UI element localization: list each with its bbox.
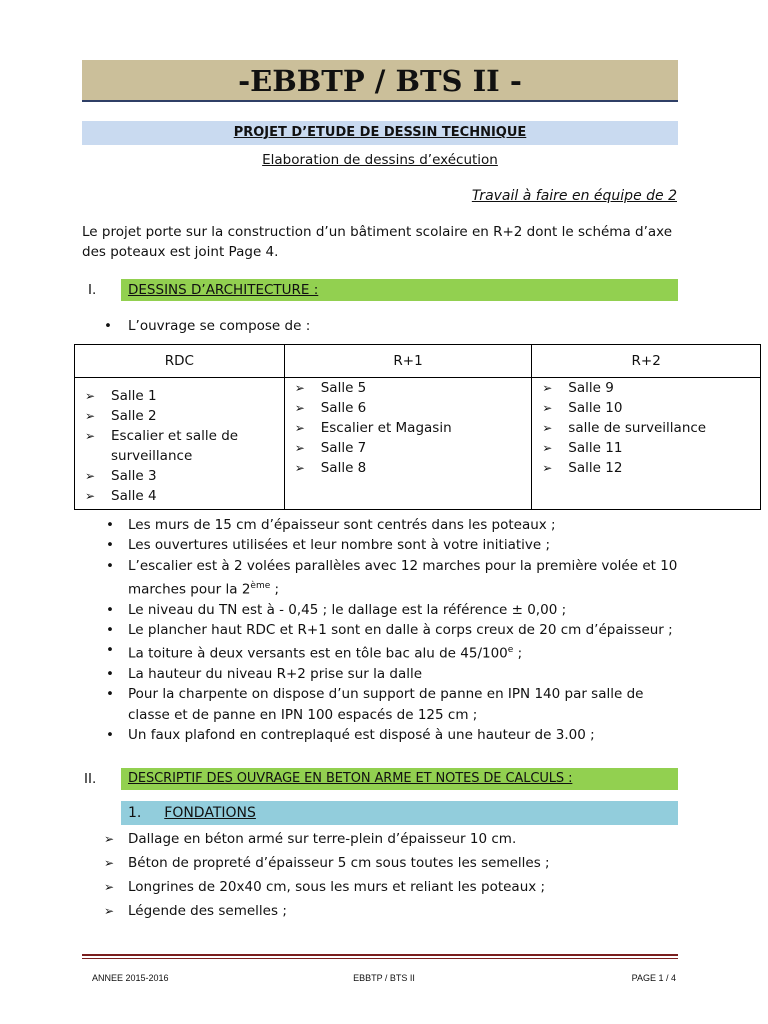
specifications-list	[100, 515, 680, 745]
bullet-icon: •	[106, 537, 114, 554]
footer-page-number: PAGE 1 / 4	[631, 973, 676, 983]
project-title: PROJET D’ETUDE DE DESSIN TECHNIQUE	[233, 125, 527, 140]
list-item: ➢ Salle 11	[542, 440, 623, 456]
arrow-bullet-icon: ➢	[104, 856, 115, 870]
arrow-bullet-icon: ➢	[85, 469, 96, 483]
arrow-bullet-icon: ➢	[294, 421, 305, 435]
table-header-row	[75, 345, 761, 378]
subtitle: Elaboration de dessins d’exécution	[262, 152, 498, 168]
arrow-bullet-icon: ➢	[85, 389, 96, 403]
footer-year: ANNEE 2015-2016	[92, 973, 169, 983]
footer-divider	[82, 954, 678, 956]
table-header-cell: RDC	[75, 345, 285, 378]
arrow-bullet-icon: ➢	[542, 421, 553, 435]
list-item: ➢ Salle 3	[85, 468, 157, 484]
section-1-number: I.	[88, 282, 97, 298]
subsection-1-title: FONDATIONS	[164, 805, 256, 821]
footer-divider	[82, 958, 678, 959]
bullet-icon: •	[106, 601, 114, 618]
list-item: • L’escalier est à 2 volées parallèles avec 12 marches pour la première volée et 10 marches pour la 2ème ;	[106, 557, 678, 598]
list-item: ➢ Salle 6	[294, 400, 367, 416]
arrow-bullet-icon: ➢	[104, 832, 115, 846]
list-item: ➢ Dallage en béton armé sur terre-plein d’épaisseur 10 cm.	[104, 827, 684, 851]
list-item: • Les ouvertures utilisées et leur nombre sont à votre initiative ;	[100, 535, 680, 555]
arrow-bullet-icon: ➢	[542, 461, 553, 475]
composition-intro-text: L’ouvrage se compose de :	[128, 318, 311, 334]
section-2-title: DESCRIPTIF DES OUVRAGE EN BETON ARME ET NOTES DE CALCULS :	[128, 771, 573, 786]
project-title-bar	[82, 121, 678, 145]
arrow-bullet-icon: ➢	[104, 904, 115, 918]
arrow-bullet-icon: ➢	[542, 401, 553, 415]
subsection-1-heading	[121, 801, 678, 825]
subsection-1-number: 1.	[128, 805, 142, 821]
footer-title: EBBTP / BTS II	[353, 973, 415, 983]
list-item: ➢ Salle 7	[294, 440, 367, 456]
bullet-icon: •	[106, 557, 114, 574]
bullet-icon: •	[106, 642, 114, 659]
table-header-cell: R+1	[284, 345, 532, 378]
arrow-bullet-icon: ➢	[85, 429, 96, 443]
work-note: Travail à faire en équipe de 2	[471, 188, 677, 204]
section-1-title: DESSINS D’ARCHITECTURE :	[128, 282, 319, 298]
intro-paragraph: Le projet porte sur la construction d’un bâtiment scolaire en R+2 dont le schéma d’axe des poteaux est joint Page 4.	[82, 224, 673, 260]
list-item: ➢ Salle 9	[542, 380, 614, 396]
section-2-heading	[121, 768, 678, 790]
section-1-heading	[121, 279, 678, 301]
list-item: • Un faux plafond en contreplaqué est disposé à une hauteur de 3.00 ;	[100, 725, 680, 745]
bullet-icon: •	[106, 726, 114, 743]
arrow-bullet-icon: ➢	[294, 401, 305, 415]
arrow-bullet-icon: ➢	[294, 381, 305, 395]
list-item: ➢ Béton de propreté d’épaisseur 5 cm sous toutes les semelles ;	[104, 851, 684, 875]
bullet-icon: •	[106, 666, 114, 683]
list-item: ➢ Escalier et Magasin	[294, 420, 452, 436]
bullet-icon: •	[106, 686, 114, 703]
bullet-icon: •	[106, 621, 114, 638]
list-item: • Le plancher haut RDC et R+1 sont en dalle à corps creux de 20 cm d’épaisseur ;	[100, 620, 680, 640]
arrow-bullet-icon: ➢	[542, 441, 553, 455]
table-cell-rdc	[75, 378, 285, 510]
arrow-bullet-icon: ➢	[542, 381, 553, 395]
list-item: ➢ Escalier et salle de surveillance	[85, 428, 239, 464]
arrow-bullet-icon: ➢	[85, 409, 96, 423]
document-title: -EBBTP / BTS II -	[82, 60, 678, 102]
arrow-bullet-icon: ➢	[294, 461, 305, 475]
table-header-cell: R+2	[532, 345, 761, 378]
bullet-icon: •	[106, 517, 114, 533]
composition-table	[74, 344, 761, 510]
table-row	[75, 378, 761, 510]
arrow-bullet-icon: ➢	[294, 441, 305, 455]
list-item: ➢ Salle 2	[85, 408, 157, 424]
list-item: ➢ Salle 1	[85, 388, 157, 404]
list-item: ➢ Salle 10	[542, 400, 623, 416]
bullet-icon: •	[104, 318, 112, 334]
list-item: • Pour la charpente on dispose d’un support de panne en IPN 140 par salle de classe et de panne en IPN 100 espacés de 125 cm ;	[106, 686, 644, 723]
list-item: ➢ Longrines de 20x40 cm, sous les murs et reliant les poteaux ;	[104, 875, 684, 899]
section-2-number: II.	[84, 771, 97, 787]
list-item: • Les murs de 15 cm d’épaisseur sont centrés dans les poteaux ;	[100, 515, 680, 535]
list-item: ➢ Salle 8	[294, 460, 367, 476]
list-item: • Le niveau du TN est à - 0,45 ; le dallage est la référence ± 0,00 ;	[100, 600, 680, 620]
list-item: ➢ Salle 12	[542, 460, 623, 476]
list-item: ➢ Salle 4	[85, 488, 157, 504]
arrow-bullet-icon: ➢	[104, 880, 115, 894]
list-item: ➢ Légende des semelles ;	[104, 899, 684, 923]
table-cell-r1	[284, 378, 532, 510]
list-item: • La hauteur du niveau R+2 prise sur la dalle	[100, 664, 680, 684]
foundations-list	[104, 827, 684, 923]
list-item: ➢ salle de surveillance	[542, 420, 707, 436]
list-item: ➢ Salle 5	[294, 380, 367, 396]
list-item: • La toiture à deux versants est en tôle bac alu de 45/100e ;	[106, 642, 523, 662]
arrow-bullet-icon: ➢	[85, 489, 96, 503]
table-cell-r2	[532, 378, 761, 510]
